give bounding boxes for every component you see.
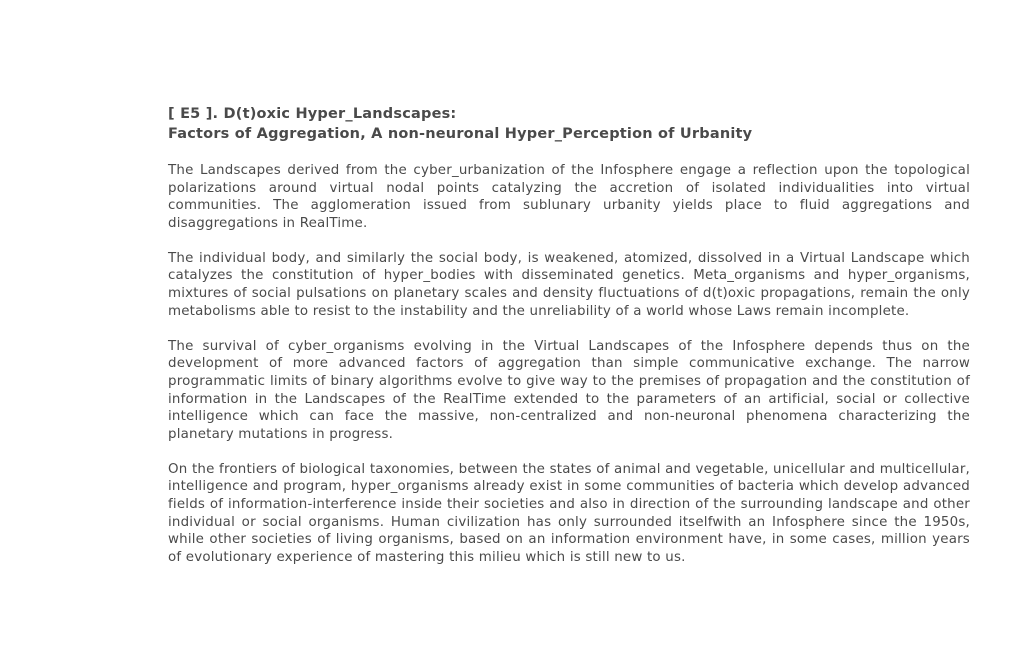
paragraph-3: The survival of cyber_organisms evolving in the Virtual Landscapes of the Infosphere depends thus on the development of more advanced factors of aggregation than simple communicative exchange. The narrow programmatic limits of binary algorithms evolve to give way to the premises of propagation and the constitution of information in the Landscapes of the RealTime extended to the parameters of an artificial, social or collective intelligence which can face the massive, non-centralized and non-neuronal phenomena characterizing the planetary mutations in progress. (168, 338, 970, 442)
title-line-2: Factors of Aggregation, A non-neuronal Hyper_Perception of Urbanity (168, 126, 753, 142)
title-line-1: [ E5 ]. D(t)oxic Hyper_Landscapes: (168, 106, 457, 122)
paragraph-1: The Landscapes derived from the cyber_urbanization of the Infosphere engage a reflection upon the topological polarizations around virtual nodal points catalyzing the accretion of isolated individualities into virtual communities. The agglomeration issued from sublunary urbanity yields place to fluid aggregations and disaggregations in RealTime. (168, 163, 970, 231)
paragraph-2: The individual body, and similarly the social body, is weakened, atomized, dissolved in a Virtual Landscape which catalyzes the constitution of hyper_bodies with disseminated genetics. Meta_organisms and hyper_organisms, mixtures of social pulsations on planetary scales and density fluctuations of d(t)oxic propagations, remain the only metabolisms able to resist to the instability and the unreliability of a world whose Laws remain incomplete. (168, 250, 970, 319)
paragraph-4: On the frontiers of biological taxonomies, between the states of animal and vegetable, unicellular and multicellular, intelligence and program, hyper_organisms already exist in some communities of bacteria which develop advanced fields of information-interference inside their societies and also in direction of the surrounding landscape and other individual or social organisms. Human civilization has only surrounded itselfwith an Infosphere since the 1950s, while other societies of living organisms, based on an information environment have, in some cases, million years of evolutionary experience of mastering this milieu which is still new to us. (168, 461, 970, 565)
article-title (168, 104, 970, 144)
article (168, 104, 970, 584)
